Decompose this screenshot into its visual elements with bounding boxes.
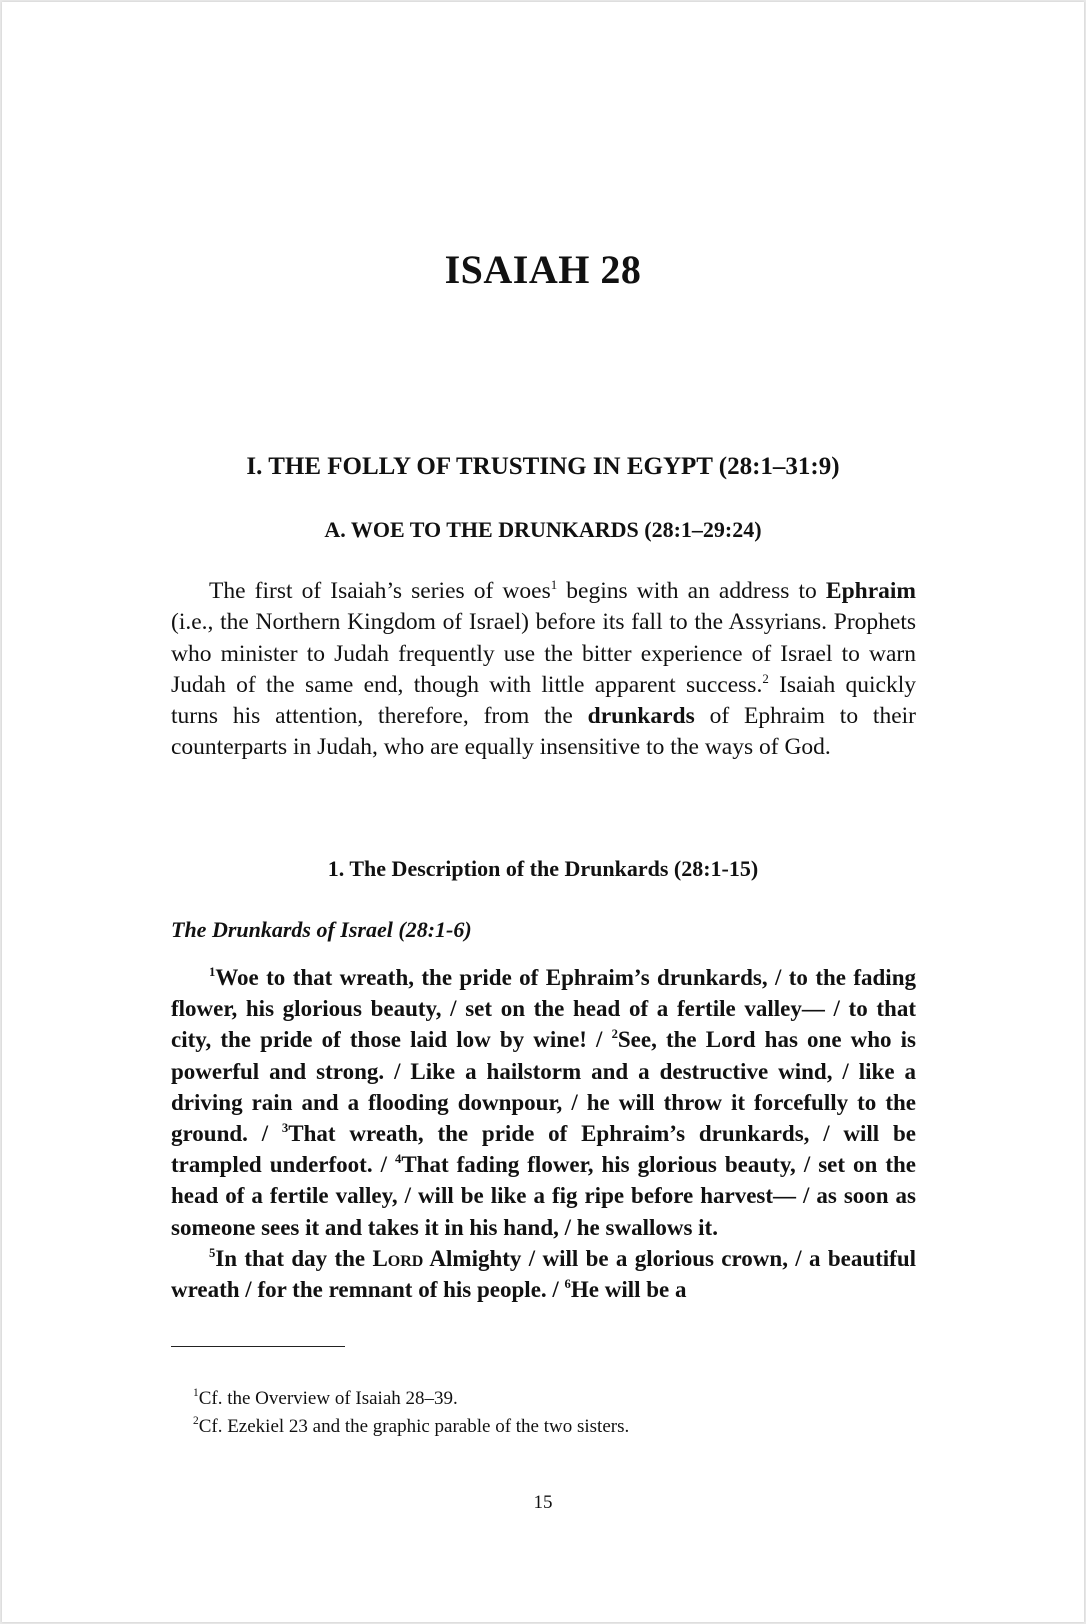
- footnotes: [171, 1385, 916, 1441]
- subsection-heading: A. WOE TO THE DRUNKARDS (28:1–29:24): [324, 517, 762, 542]
- scripture-passage: [171, 962, 916, 1305]
- verse-number: 3: [281, 1121, 289, 1136]
- divine-name-lord: Lord: [372, 1245, 424, 1271]
- term-ephraim: Ephraim: [825, 578, 916, 604]
- scripture-paragraph: [171, 962, 916, 1243]
- verse-text: That fading flower, his glorious beauty, / set on the head of a fertile valley, / will be like a fig ripe before harvest— / as soon as someone sees it and takes it in his hand, / he swallows it.: [171, 1152, 917, 1240]
- verse-text: In that day the: [215, 1245, 373, 1271]
- chapter-title: ISAIAH 28: [444, 247, 642, 292]
- verse-text: Almighty / will be a glorious crown, / a beautiful wreath / for the remnant of his people. /: [171, 1245, 916, 1303]
- intro-text: The first of Isaiah’s series of woes: [209, 578, 551, 604]
- verse-number: 2: [611, 1027, 618, 1042]
- intro-text: begins with an address to: [557, 578, 826, 604]
- footnote-text: Cf. Ezekiel 23 and the graphic parable of the two sisters.: [198, 1416, 630, 1437]
- intro-text: (i.e., the Northern Kingdom of Israel) before its fall to the Assyrians. Prophets who minister to Judah frequently use the bitter experience of Israel to warn Judah of the same end, though with little apparent success.: [171, 609, 916, 698]
- verse-text: He will be a: [570, 1277, 687, 1303]
- intro-text: of Ephraim to their counterparts in Judah, who are equally insensitive to the ways of God.: [171, 703, 917, 761]
- verse-number: 1: [209, 965, 216, 980]
- scripture-paragraph: [171, 1243, 916, 1305]
- footnote-number: 1: [193, 1387, 199, 1400]
- section-heading: I. THE FOLLY OF TRUSTING IN EGYPT (28:1–31:9): [246, 453, 840, 480]
- verse-number: 6: [564, 1277, 571, 1292]
- intro-text: Isaiah quickly turns his attention, therefore, from the: [171, 671, 916, 730]
- book-page: [2, 2, 1084, 1622]
- footnote: [171, 1413, 916, 1441]
- numbered-heading: 1. The Description of the Drunkards (28:1-15): [327, 856, 759, 881]
- verse-number: 5: [209, 1245, 216, 1260]
- term-drunkards: drunkards: [587, 703, 695, 730]
- verse-number: 4: [395, 1152, 402, 1167]
- footnote-text: Cf. the Overview of Isaiah 28–39.: [198, 1388, 458, 1409]
- verse-text: That wreath, the pride of Ephraim’s drunkards, / will be trampled underfoot. /: [171, 1121, 916, 1178]
- footnote-ref-1[interactable]: 1: [550, 576, 558, 592]
- italic-heading: The Drunkards of Israel (28:1-6): [171, 917, 472, 942]
- footnote-ref-2[interactable]: 2: [762, 670, 769, 686]
- page-number: 15: [533, 1492, 553, 1513]
- footnote-divider: [171, 1346, 345, 1347]
- verse-text: Woe to that wreath, the pride of Ephraim’s drunkards, / to the fading flower, his glorious beauty, / set on the head of a fertile valley— / to that city, the pride of those laid low by wine! /: [171, 965, 916, 1053]
- footnote: [171, 1385, 916, 1413]
- verse-text: See, the Lord has one who is powerful and strong. / Like a hailstorm and a destructive wind, / like a driving rain and a flooding downpour, / he will throw it forcefully to the ground. /: [171, 1027, 916, 1147]
- intro-paragraph: [171, 576, 916, 764]
- footnote-number: 2: [193, 1415, 199, 1428]
